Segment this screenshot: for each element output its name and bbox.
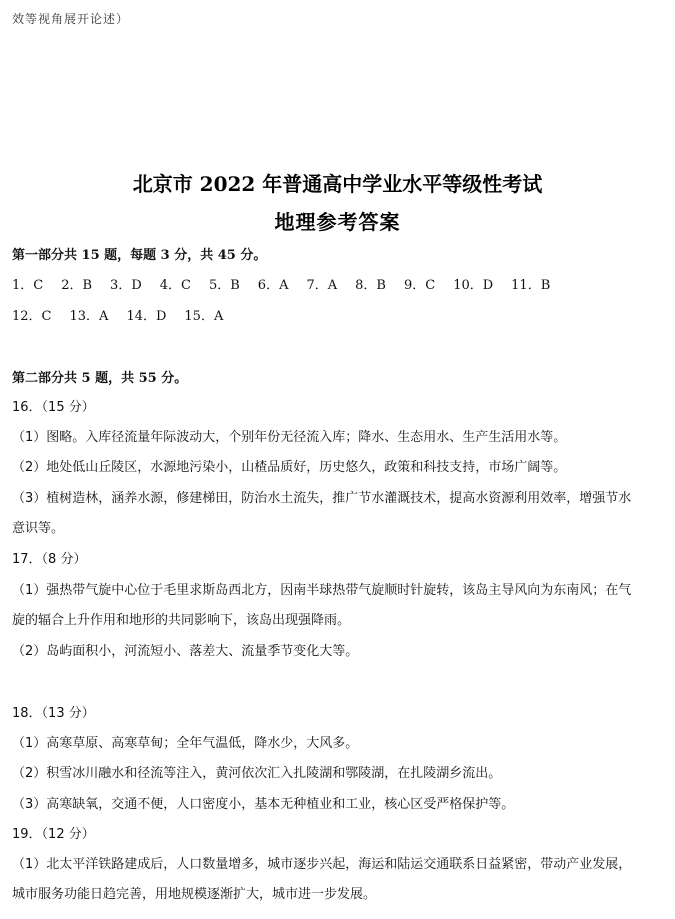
part1-heading: 第一部分共 15 题，每题 3 分，共 45 分。: [12, 248, 267, 263]
answer-row-2: [12, 308, 667, 326]
answer-7: 7．A: [306, 278, 338, 293]
q19-answer-1-line2: 城市服务功能日趋完善，用地规模逐渐扩大，城市进一步发展。: [12, 887, 377, 902]
q18-label: 18．（13 分）: [12, 706, 95, 721]
q18-answer-1: （1）高寒草原、高寒草甸；全年气温低，降水少，大风多。: [12, 736, 359, 751]
q19-label: 19．（12 分）: [12, 827, 95, 842]
answer-14: 14．D: [126, 309, 167, 324]
answer-2: 2．B: [61, 278, 93, 293]
exam-title: 北京市 2022 年普通高中学业水平等级性考试: [132, 172, 543, 196]
answer-15: 15．A: [184, 309, 224, 324]
answer-10: 10．D: [453, 278, 494, 293]
answer-13: 13．A: [69, 309, 109, 324]
q16-answer-1: （1）图略。入库径流量年际波动大，个别年份无径流入库；降水、生态用水、生产生活用水等。: [12, 430, 567, 445]
q16-answer-2: （2）地处低山丘陵区，水源地污染小，山楂品质好，历史悠久，政策和科技支持，市场广阔等。: [12, 460, 567, 475]
q18-answer-2: （2）积雪冰川融水和径流等注入，黄河依次汇入扎陵湖和鄂陵湖，在扎陵湖乡流出。: [12, 766, 502, 781]
q19-answer-1-line1: （1）北太平洋铁路建成后，人口数量增多，城市逐步兴起，海运和陆运交通联系日益紧密，带动产业发展，: [12, 857, 632, 872]
answer-row-1: [12, 277, 667, 295]
answer-3: 3．D: [110, 278, 142, 293]
exam-subtitle: 地理参考答案: [274, 210, 401, 234]
q16-answer-3-line1: （3）植树造林，涵养水源，修建梯田，防治水土流失，推广节水灌溉技术，提高水资源利用效率，增强节水: [12, 491, 632, 506]
q16-answer-3-line2: 意识等。: [12, 521, 65, 536]
answer-9: 9．C: [403, 278, 436, 293]
q17-answer-1-line2: 旋的辐合上升作用和地形的共同影响下，该岛出现强降雨。: [12, 613, 351, 628]
answer-4: 4．C: [159, 278, 191, 293]
answer-6: 6．A: [257, 278, 289, 293]
q17-label: 17．（8 分）: [12, 552, 87, 567]
answer-11: 11．B: [511, 278, 551, 293]
answer-5: 5．B: [208, 278, 240, 293]
answer-1: 1．C: [12, 278, 44, 293]
carryover-text: 效等视角展开论述）: [12, 12, 130, 26]
q17-answer-1-line1: （1）强热带气旋中心位于毛里求斯岛西北方，因南半球热带气旋顺时针旋转，该岛主导风向为东南风；在气: [12, 583, 632, 598]
q17-answer-2: （2）岛屿面积小，河流短小、落差大、流量季节变化大等。: [12, 644, 359, 659]
q16-label: 16．（15 分）: [12, 400, 95, 415]
answer-8: 8．B: [355, 278, 386, 293]
q18-answer-3: （3）高寒缺氧，交通不便，人口密度小，基本无种植业和工业，核心区受严格保护等。: [12, 797, 515, 812]
part2-heading: 第二部分共 5 题，共 55 分。: [12, 371, 188, 386]
answer-12: 12．C: [12, 309, 52, 324]
